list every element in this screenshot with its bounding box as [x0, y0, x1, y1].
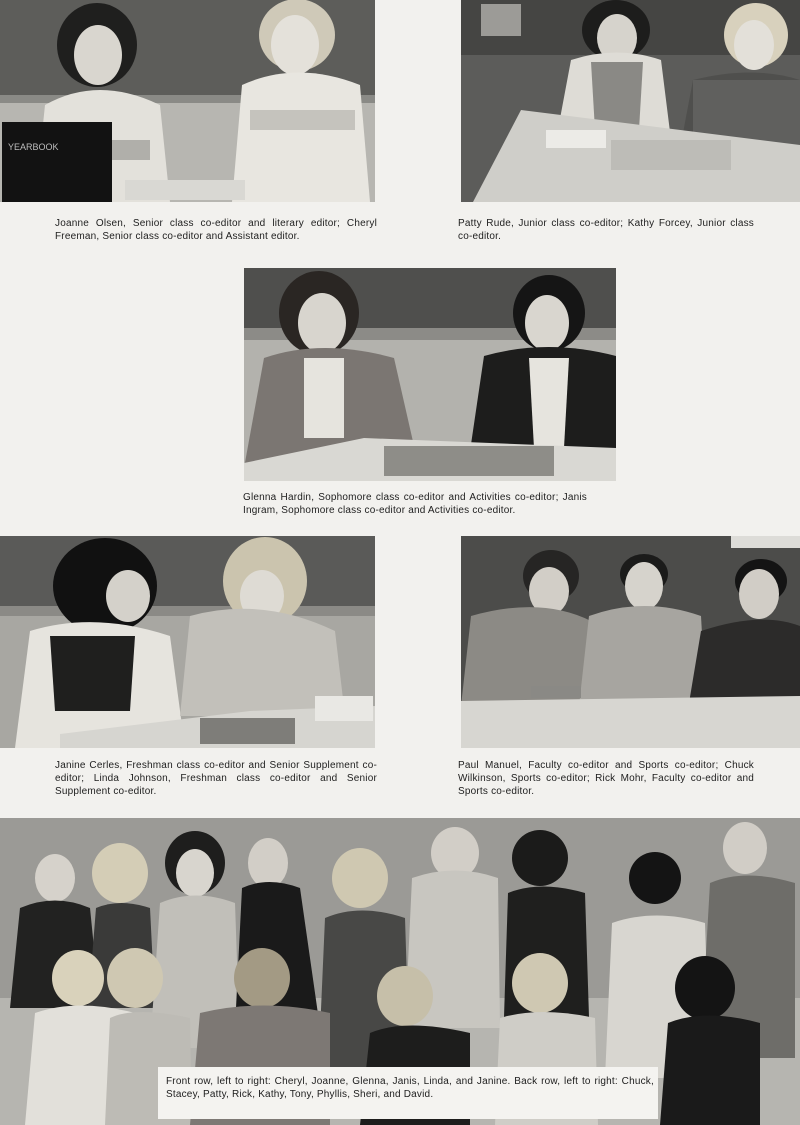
photo-freshman-editors	[0, 536, 375, 748]
photo-junior-editors	[461, 0, 800, 202]
photo-faculty-sports-editors	[461, 536, 800, 748]
photo-sophomore-editors	[244, 268, 616, 481]
caption-freshman-editors: Janine Cerles, Freshman class co-editor and Senior Supplement co-editor; Linda Johnson, Freshman class co-editor and Senior Supplement co-editor.	[55, 760, 377, 797]
photo-senior-editors	[0, 0, 375, 202]
caption-junior-editors: Patty Rude, Junior class co-editor; Kathy Forcey, Junior class co-editor.	[458, 218, 754, 242]
caption-senior-editors: Joanne Olsen, Senior class co-editor and literary editor; Cheryl Freeman, Senior class co-editor and Assistant editor.	[55, 218, 377, 242]
caption-group-photo: Front row, left to right: Cheryl, Joanne, Glenna, Janis, Linda, and Janine. Back row, left to right: Chuck, Stacey, Patty, Rick, Kathy, Tony, Phyllis, Sheri, and David.	[158, 1067, 658, 1119]
caption-faculty-sports-editors: Paul Manuel, Faculty co-editor and Sports co-editor; Chuck Wilkinson, Sports co-editor; Rick Mohr, Faculty co-editor and Sports co-editor.	[458, 760, 754, 797]
typewriter-label: YEARBOOK	[8, 142, 59, 152]
caption-sophomore-editors: Glenna Hardin, Sophomore class co-editor and Activities co-editor; Janis Ingram, Sophomore class co-editor and Activities co-editor.	[243, 492, 587, 516]
